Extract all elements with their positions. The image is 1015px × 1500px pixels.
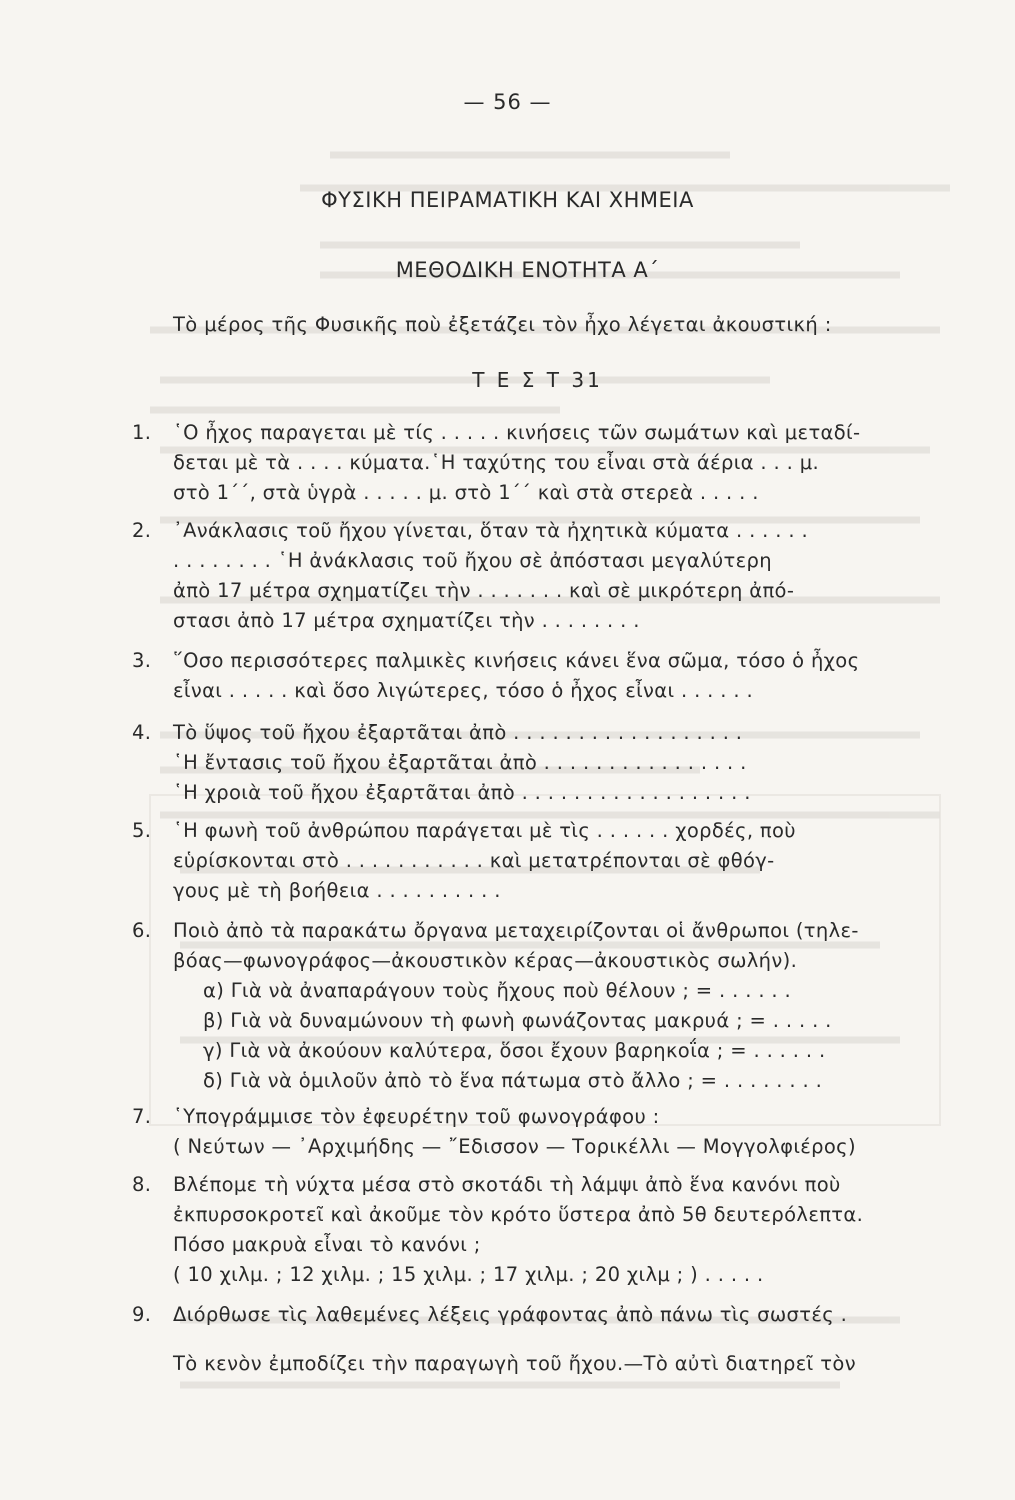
question-line: ῾Η ἔντασις τοῦ ἤχου ἐξαρτᾶται ἀπὸ . . . . . . . . . . . . . . . . [173, 751, 747, 774]
question-option: α) Γιὰ νὰ ἀναπαράγουν τοὺς ἤχους ποὺ θέλουν ; = . . . . . . [203, 979, 792, 1002]
question-8 [132, 1170, 962, 1290]
question-line: Πόσο μακρυὰ εἶναι τὸ κανόνι ; [173, 1233, 481, 1256]
question-number: 2. [132, 519, 152, 542]
question-4 [132, 718, 962, 808]
question-line: ( 10 χιλμ. ; 12 χιλμ. ; 15 χιλμ. ; 17 χιλμ. ; 20 χιλμ ; ) . . . . . [173, 1263, 764, 1286]
question-line: ᾿Ανάκλασις τοῦ ἤχου γίνεται, ὅταν τὰ ἠχητικὰ κύματα . . . . . . [173, 519, 809, 542]
question-3 [132, 646, 962, 706]
question-line: ῞Οσο περισσότερες παλμικὲς κινήσεις κάνει ἕνα σῶμα, τόσο ὁ ἦχος [173, 649, 860, 672]
question-option: δ) Γιὰ νὰ ὁμιλοῦν ἀπὸ τὸ ἕνα πάτωμα στὸ ἄλλο ; = . . . . . . . . [203, 1069, 823, 1092]
question-line: γους μὲ τὴ βοήθεια . . . . . . . . . . [173, 879, 501, 902]
question-line: Ποιὸ ἀπὸ τὰ παρακάτω ὄργανα μεταχειρίζονται οἱ ἄνθρωποι (τηλε- [173, 919, 859, 942]
question-number: 5. [132, 819, 152, 842]
question-line: Τὸ ὕψος τοῦ ἤχου ἐξαρτᾶται ἀπὸ . . . . . . . . . . . . . . . . . . [173, 721, 743, 744]
page-number: — 56 — [463, 90, 552, 114]
question-line: ἐκπυρσοκροτεῖ καὶ ἀκοῦμε τὸν κρότο ὕστερα ἀπὸ 5θ δευτερόλεπτα. [173, 1203, 864, 1226]
question-line: Διόρθωσε τὶς λαθεμένες λέξεις γράφοντας ἀπὸ πάνω τὶς σωστές . [173, 1303, 848, 1326]
section-subtitle: ΜΕΘΟΔΙΚΗ ΕΝΟΤΗΤΑ Α΄ [395, 258, 660, 282]
question-7 [132, 1102, 962, 1162]
question-option: β) Γιὰ νὰ δυναμώνουν τὴ φωνὴ φωνάζοντας μακρυά ; = . . . . . [203, 1009, 832, 1032]
question-line: εἶναι . . . . . καὶ ὅσο λιγώτερες, τόσο ὁ ἦχος εἶναι . . . . . . [173, 679, 754, 702]
question-line: ῾Ο ἦχος παραγεται μὲ τίς . . . . . κινήσεις τῶν σωμάτων καὶ μεταδί- [173, 421, 861, 444]
question-line: βόας—φωνογράφος—ἀκουστικὸν κέρας—ἀκουστικὸς σωλήν). [173, 949, 798, 972]
question-line: ( Νεύτων — ᾿Αρχιμήδης — ῎Εδισσον — Τορικέλλι — Μογγολφιέρος) [173, 1135, 856, 1158]
question-line: εὑρίσκονται στὸ . . . . . . . . . . . καὶ μετατρέπονται σὲ φθόγ- [173, 849, 775, 872]
question-option: γ) Γιὰ νὰ ἀκούουν καλύτερα, ὅσοι ἔχουν βαρηκοΐα ; = . . . . . . [203, 1039, 826, 1062]
page-title: ΦΥΣΙΚΗ ΠΕΙΡΑΜΑΤΙΚΗ ΚΑΙ ΧΗΜΕΙΑ [321, 188, 694, 212]
question-line: ῾Η φωνὴ τοῦ ἀνθρώπου παράγεται μὲ τὶς . . . . . . χορδές, ποὺ [173, 819, 796, 842]
question-line: δεται μὲ τὰ . . . . κύματα.῾Η ταχύτης του εἶναι στὰ άέρια . . . μ. [173, 451, 820, 474]
question-line: στὸ 1΄΄, στὰ ὑγρὰ . . . . . μ. στὸ 1΄΄ καὶ στὰ στερεὰ . . . . . [173, 481, 759, 504]
question-2 [132, 516, 962, 636]
question-1 [132, 418, 962, 508]
question-number: 4. [132, 721, 152, 744]
question-number: 9. [132, 1303, 152, 1326]
question-5 [132, 816, 962, 906]
test-title: Τ Ε Σ Τ 31 [472, 368, 603, 392]
question-9 [132, 1300, 962, 1330]
question-line: . . . . . . . . ῾Η ἀνάκλασις τοῦ ἤχου σὲ ἀπόστασι μεγαλύτερη [173, 549, 772, 572]
question-line: Βλέπομε τὴ νύχτα μέσα στὸ σκοτάδι τὴ λάμψι ἀπὸ ἕνα κανόνι ποὺ [173, 1173, 841, 1196]
question-6 [132, 916, 962, 1096]
question-line: ἀπὸ 17 μέτρα σχηματίζει τὴν . . . . . . . καὶ σὲ μικρότερη ἀπό- [173, 579, 795, 602]
question-number: 3. [132, 649, 152, 672]
question-number: 6. [132, 919, 152, 942]
intro-text: Τὸ μέρος τῆς Φυσικῆς ποὺ ἐξετάζει τὸν ἦχο λέγεται ἀκουστική : [173, 313, 832, 336]
question-9-sentence: Τὸ κενὸν ἐμποδίζει τὴν παραγωγὴ τοῦ ἤχου.—Τὸ αὐτὶ διατηρεῖ τὸν [173, 1352, 857, 1375]
question-line: ῾Υπογράμμισε τὸν ἐφευρέτην τοῦ φωνογράφου : [173, 1105, 660, 1128]
question-line: στασι ἀπὸ 17 μέτρα σχηματίζει τὴν . . . . . . . . [173, 609, 640, 632]
question-number: 7. [132, 1105, 152, 1128]
question-line: ῾Η χροιὰ τοῦ ἤχου ἐξαρτᾶται ἀπὸ . . . . . . . . . . . . . . . . . . [173, 781, 751, 804]
question-number: 1. [132, 421, 152, 444]
question-number: 8. [132, 1173, 152, 1196]
